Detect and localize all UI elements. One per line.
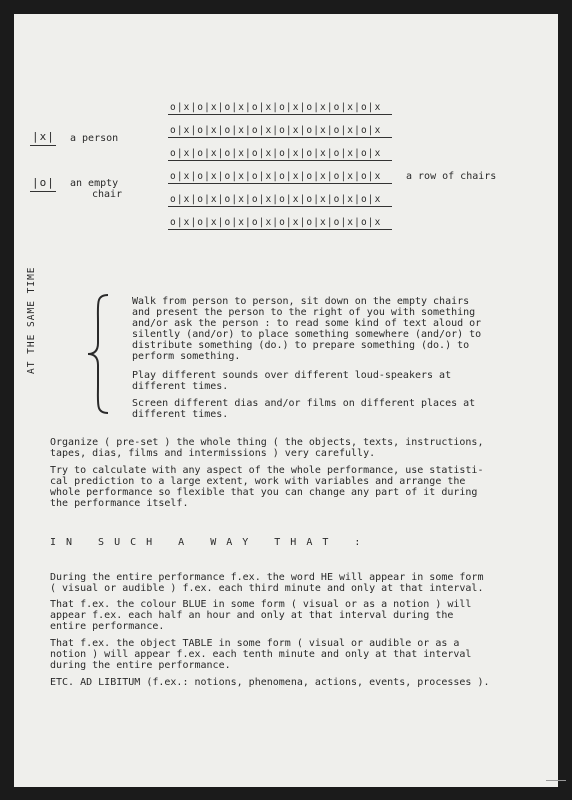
empty-chair-symbol: |o| [32, 176, 55, 189]
condition-he: During the entire performance f.ex. the word HE will appear in some form ( visual or audible ) f.ex. each third minute and only at that interval. [50, 572, 484, 594]
condition-blue: That f.ex. the colour BLUE in some form ( visual or as a notion ) will appear f.ex. each half an hour and only at that interval during the entire performance. [50, 599, 472, 632]
chair-row-3-line [168, 160, 392, 161]
chair-row-4-line [168, 183, 392, 184]
chair-row-2-line [168, 137, 392, 138]
chair-row-1-line [168, 114, 392, 115]
condition-table: That f.ex. the object TABLE in some form ( visual or audible or as a notion ) will appear f.ex. each tenth minute and only at that interval during the entire performance. [50, 638, 472, 671]
walk-paragraph: Walk from person to person, sit down on the empty chairs and present the person to the right of you with something and/or ask the person : to read some kind of text aloud or silently (and/or) to place something somewhere (and/or) to distribute something (do.) to prepare something (do.) to perform something. [132, 296, 482, 362]
empty-chair-label-2: chair [92, 189, 123, 200]
such-way-heading: IN SUCH A WAY THAT : [50, 537, 371, 548]
chair-row-3: o|x|o|x|o|x|o|x|o|x|o|x|o|x|o|x [170, 148, 382, 159]
chair-row-6: o|x|o|x|o|x|o|x|o|x|o|x|o|x|o|x [170, 217, 382, 228]
calculate-paragraph: Try to calculate with any aspect of the whole performance, use statisti- cal prediction to a large extent, work with variables and arrange the whole performance so flexible that you can change any part of it during the performance itself. [50, 465, 484, 509]
empty-chair-label-1: an empty [70, 178, 119, 189]
person-symbol: |x| [32, 130, 55, 143]
chair-row-2: o|x|o|x|o|x|o|x|o|x|o|x|o|x|o|x [170, 125, 382, 136]
chair-row-5: o|x|o|x|o|x|o|x|o|x|o|x|o|x|o|x [170, 194, 382, 205]
at-the-same-time-label: AT THE SAME TIME [26, 266, 37, 374]
sounds-paragraph: Play different sounds over different loud-speakers at different times. [132, 370, 452, 392]
condition-etc: ETC. AD LIBITUM (f.ex.: notions, phenomena, actions, events, processes ). [50, 677, 490, 688]
page-edge-mark [546, 780, 566, 781]
empty-chair-symbol-underline [30, 191, 56, 192]
curly-brace-icon [84, 293, 112, 415]
screen-paragraph: Screen different dias and/or films on different places at different times. [132, 398, 476, 420]
person-symbol-underline [30, 145, 56, 146]
document-page [14, 14, 558, 787]
chair-row-6-line [168, 229, 392, 230]
chair-row-4: o|x|o|x|o|x|o|x|o|x|o|x|o|x|o|x [170, 171, 382, 182]
row-of-chairs-label: a row of chairs [406, 171, 497, 182]
chair-row-5-line [168, 206, 392, 207]
chair-row-1: o|x|o|x|o|x|o|x|o|x|o|x|o|x|o|x [170, 102, 382, 113]
organize-paragraph: Organize ( pre-set ) the whole thing ( the objects, texts, instructions, tapes, dias, films and intermissions ) very carefully. [50, 437, 484, 459]
person-label: a person [70, 133, 119, 144]
